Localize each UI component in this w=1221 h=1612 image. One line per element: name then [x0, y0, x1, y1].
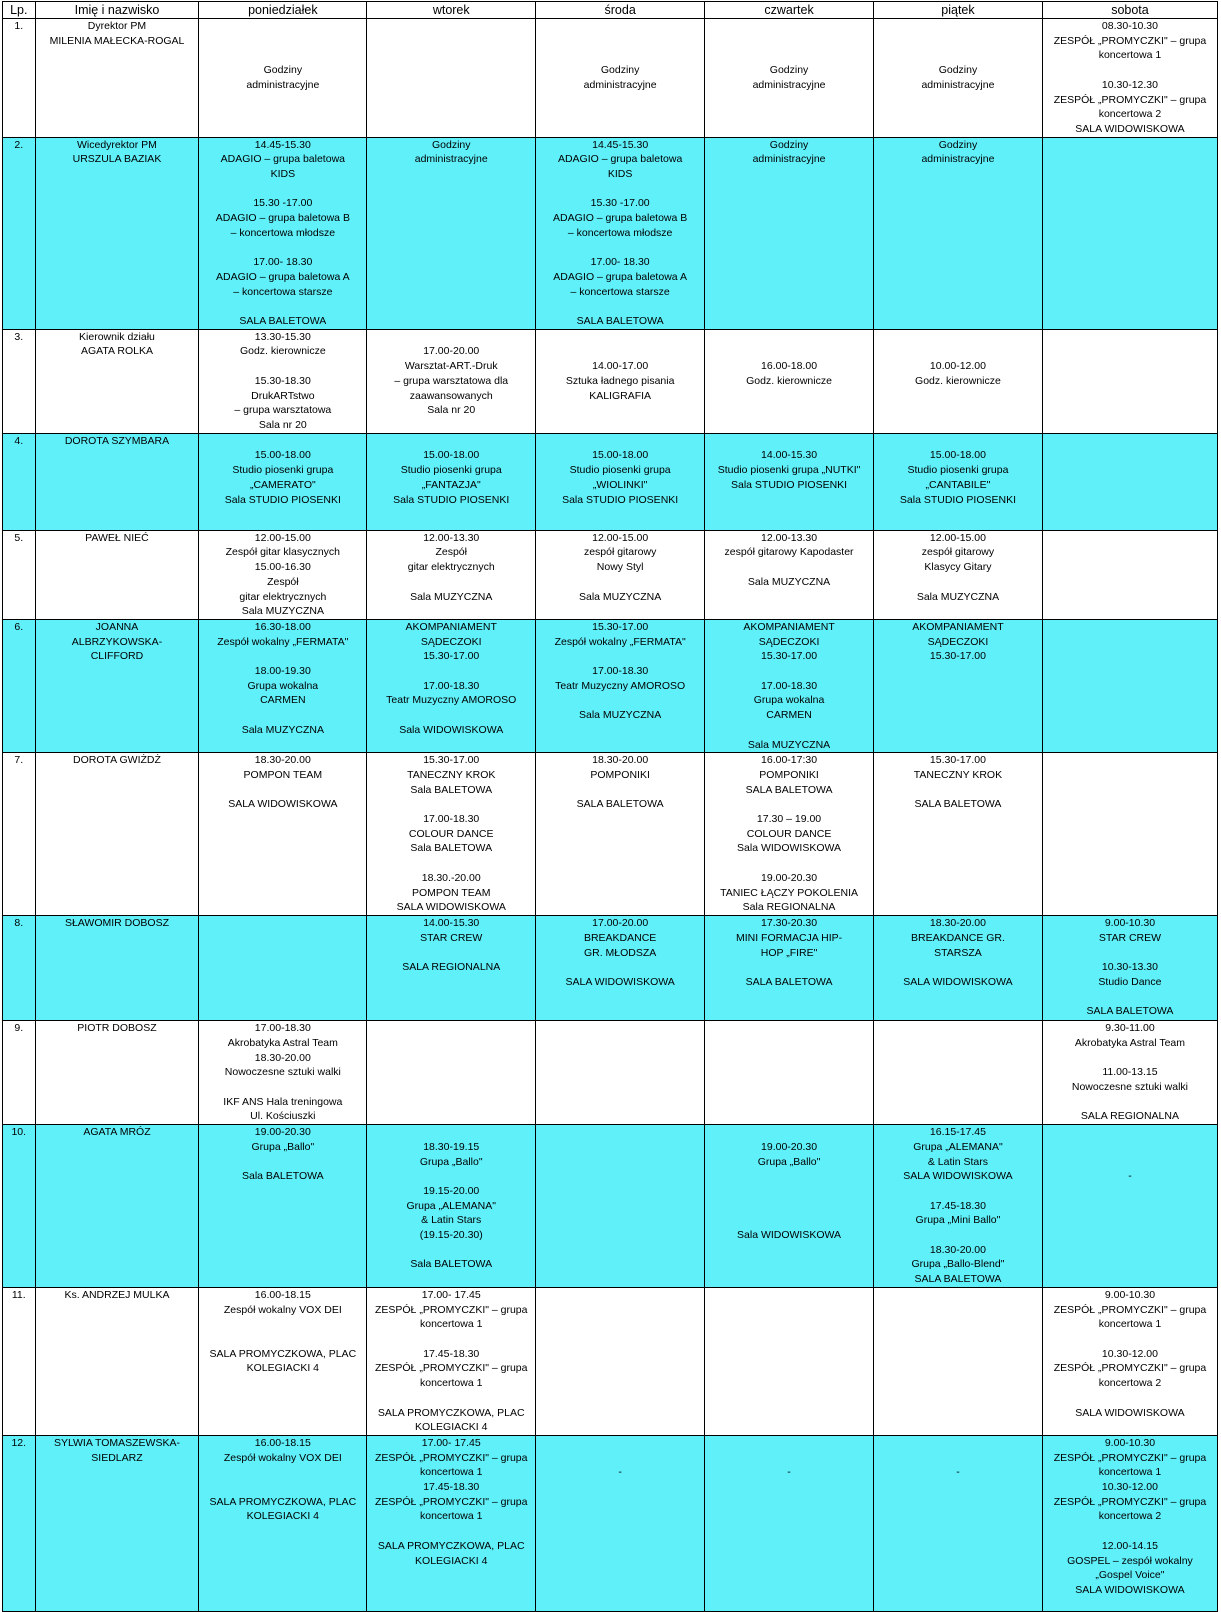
header-name: Imię i nazwisko: [35, 2, 199, 19]
cell-monday: 17.00-18.30 Akrobatyka Astral Team 18.30-20.00 Nowoczesne sztuki walki IKF ANS Hala treningowa Ul. Kościuszki: [199, 1021, 367, 1125]
cell-wednesday: [536, 1287, 705, 1435]
table-row: [3, 137, 1218, 329]
table-row: [3, 753, 1218, 916]
cell-monday: 14.45-15.30 ADAGIO – grupa baletowa KIDS 15.30 -17.00 ADAGIO – grupa baletowa B – koncertowa młodsze 17.00- 18.30 ADAGIO – grupa baletowa A – koncertowa starsze SALA BALETOWA: [199, 137, 367, 329]
cell-saturday: [1042, 137, 1217, 329]
cell-friday: 16.15-17.45 Grupa „ALEMANA" & Latin Stars SALA WIDOWISKOWA 17.45-18.30 Grupa „Mini Ballo" 18.30-20.00 Grupa „Ballo-Blend" SALA BALETOWA: [874, 1125, 1043, 1288]
cell-tuesday: 12.00-13.30 Zespół gitar elektrycznych Sala MUZYCZNA: [367, 530, 536, 619]
cell-friday: 15.30-17.00 TANECZNY KROK SALA BALETOWA: [874, 753, 1043, 916]
cell-wednesday: 12.00-15.00 zespół gitarowy Nowy Styl Sala MUZYCZNA: [536, 530, 705, 619]
person-name: Dyrektor PM MILENIA MAŁECKA-ROGAL: [35, 19, 199, 138]
person-name: SŁAWOMIR DOBOSZ: [35, 916, 199, 1021]
cell-thursday: 16.00-18.00 Godz. kierownicze: [705, 329, 874, 433]
cell-thursday: [705, 1287, 874, 1435]
cell-saturday: [1042, 753, 1217, 916]
person-name: AGATA MRÓZ: [35, 1125, 199, 1288]
cell-saturday: [1042, 619, 1217, 752]
cell-friday: 18.30-20.00 BREAKDANCE GR. STARSZA SALA WIDOWISKOWA: [874, 916, 1043, 1021]
row-number: 7.: [3, 753, 36, 916]
row-number: 5.: [3, 530, 36, 619]
cell-thursday: 14.00-15.30 Studio piosenki grupa „NUTKI" Sala STUDIO PIOSENKI: [705, 433, 874, 530]
cell-tuesday: 17.00-20.00 Warsztat-ART.-Druk – grupa warsztatowa dla zaawansowanych Sala nr 20: [367, 329, 536, 433]
cell-monday: Godziny administracyjne: [199, 19, 367, 138]
cell-thursday: -: [705, 1435, 874, 1611]
cell-monday: 16.00-18.15 Zespół wokalny VOX DEI SALA PROMYCZKOWA, PLAC KOLEGIACKI 4: [199, 1287, 367, 1435]
cell-thursday: 19.00-20.30 Grupa „Ballo" Sala WIDOWISKOWA: [705, 1125, 874, 1288]
table-row: [3, 433, 1218, 530]
cell-monday: 15.00-18.00 Studio piosenki grupa „CAMERATO" Sala STUDIO PIOSENKI: [199, 433, 367, 530]
table-row: [3, 19, 1218, 138]
cell-friday: 12.00-15.00 zespół gitarowy Klasycy Gitary Sala MUZYCZNA: [874, 530, 1043, 619]
cell-wednesday: 14.00-17.00 Sztuka ładnego pisania KALIGRAFIA: [536, 329, 705, 433]
cell-wednesday: 15.30-17.00 Zespół wokalny „FERMATA" 17.00-18.30 Teatr Muzyczny AMOROSO Sala MUZYCZNA: [536, 619, 705, 752]
cell-monday: 16.00-18.15 Zespół wokalny VOX DEI SALA PROMYCZKOWA, PLAC KOLEGIACKI 4: [199, 1435, 367, 1611]
cell-monday: 13.30-15.30 Godz. kierownicze 15.30-18.30 DrukARTstwo – grupa warsztatowa Sala nr 20: [199, 329, 367, 433]
person-name: PIOTR DOBOSZ: [35, 1021, 199, 1125]
cell-friday: [874, 1021, 1043, 1125]
cell-tuesday: [367, 19, 536, 138]
cell-tuesday: 17.00- 17.45 ZESPÓŁ „PROMYCZKI" – grupa koncertowa 1 17.45-18.30 ZESPÓŁ „PROMYCZKI" – grupa koncertowa 1 SALA PROMYCZKOWA, PLAC KOLEGIACKI 4: [367, 1287, 536, 1435]
person-name: Ks. ANDRZEJ MULKA: [35, 1287, 199, 1435]
cell-tuesday: [367, 1021, 536, 1125]
cell-friday: AKOMPANIAMENT SĄDECZOKI 15.30-17.00: [874, 619, 1043, 752]
cell-thursday: 16.00-17:30 POMPONIKI SALA BALETOWA 17.30 – 19.00 COLOUR DANCE Sala WIDOWISKOWA 19.00-20.30 TANIEC ŁĄCZY POKOLENIA Sala REGIONALNA: [705, 753, 874, 916]
cell-friday: 10.00-12.00 Godz. kierownicze: [874, 329, 1043, 433]
cell-saturday: 9.00-10.30 ZESPÓŁ „PROMYCZKI" – grupa koncertowa 1 10.30-12.00 ZESPÓŁ „PROMYCZKI" – grupa koncertowa 2 12.00-14.15 GOSPEL – zespół wokalny „Gospel Voice" SALA WIDOWISKOWA: [1042, 1435, 1217, 1611]
cell-saturday: 9.00-10.30 STAR CREW 10.30-13.30 Studio Dance SALA BALETOWA: [1042, 916, 1217, 1021]
schedule-table: [2, 1, 1218, 1612]
cell-wednesday: Godziny administracyjne: [536, 19, 705, 138]
cell-monday: 19.00-20.30 Grupa „Ballo" Sala BALETOWA: [199, 1125, 367, 1288]
cell-saturday: [1042, 329, 1217, 433]
person-name: Kierownik działu AGATA ROLKA: [35, 329, 199, 433]
cell-saturday: -: [1042, 1125, 1217, 1288]
cell-saturday: [1042, 433, 1217, 530]
cell-monday: [199, 916, 367, 1021]
cell-saturday: 08.30-10.30 ZESPÓŁ „PROMYCZKI" – grupa koncertowa 1 10.30-12.30 ZESPÓŁ „PROMYCZKI" – grupa koncertowa 2 SALA WIDOWISKOWA: [1042, 19, 1217, 138]
table-row: [3, 1021, 1218, 1125]
row-number: 10.: [3, 1125, 36, 1288]
person-name: DOROTA SZYMBARA: [35, 433, 199, 530]
person-name: SYLWIA TOMASZEWSKA- SIEDLARZ: [35, 1435, 199, 1611]
cell-saturday: [1042, 530, 1217, 619]
row-number: 2.: [3, 137, 36, 329]
person-name: JOANNA ALBRZYKOWSKA- CLIFFORD: [35, 619, 199, 752]
row-number: 11.: [3, 1287, 36, 1435]
cell-tuesday: 17.00- 17.45 ZESPÓŁ „PROMYCZKI" – grupa koncertowa 1 17.45-18.30 ZESPÓŁ „PROMYCZKI" – grupa koncertowa 1 SALA PROMYCZKOWA, PLAC KOLEGIACKI 4: [367, 1435, 536, 1611]
header-thursday: czwartek: [705, 2, 874, 19]
cell-wednesday: 18.30-20.00 POMPONIKI SALA BALETOWA: [536, 753, 705, 916]
header-monday: poniedziałek: [199, 2, 367, 19]
cell-friday: [874, 1287, 1043, 1435]
row-number: 4.: [3, 433, 36, 530]
table-row: [3, 530, 1218, 619]
cell-thursday: 17.30-20.30 MINI FORMACJA HIP- HOP „FIRE" SALA BALETOWA: [705, 916, 874, 1021]
row-number: 3.: [3, 329, 36, 433]
table-row: [3, 1287, 1218, 1435]
cell-monday: 16.30-18.00 Zespół wokalny „FERMATA" 18.00-19.30 Grupa wokalna CARMEN Sala MUZYCZNA: [199, 619, 367, 752]
row-number: 9.: [3, 1021, 36, 1125]
table-row: [3, 1435, 1218, 1611]
cell-saturday: 9.00-10.30 ZESPÓŁ „PROMYCZKI" – grupa koncertowa 1 10.30-12.00 ZESPÓŁ „PROMYCZKI" – grupa koncertowa 2 SALA WIDOWISKOWA: [1042, 1287, 1217, 1435]
cell-wednesday: 14.45-15.30 ADAGIO – grupa baletowa KIDS 15.30 -17.00 ADAGIO – grupa baletowa B – koncertowa młodsze 17.00- 18.30 ADAGIO – grupa baletowa A – koncertowa starsze SALA BALETOWA: [536, 137, 705, 329]
row-number: 6.: [3, 619, 36, 752]
header-tuesday: wtorek: [367, 2, 536, 19]
cell-wednesday: [536, 1021, 705, 1125]
cell-friday: Godziny administracyjne: [874, 19, 1043, 138]
cell-wednesday: -: [536, 1435, 705, 1611]
cell-monday: 12.00-15.00 Zespół gitar klasycznych 15.00-16.30 Zespół gitar elektrycznych Sala MUZYCZNA: [199, 530, 367, 619]
row-number: 8.: [3, 916, 36, 1021]
table-row: [3, 329, 1218, 433]
cell-thursday: 12.00-13.30 zespół gitarowy Kapodaster Sala MUZYCZNA: [705, 530, 874, 619]
table-row: [3, 619, 1218, 752]
cell-tuesday: 18.30-19.15 Grupa „Ballo" 19.15-20.00 Grupa „ALEMANA" & Latin Stars (19.15-20.30) Sala BALETOWA: [367, 1125, 536, 1288]
cell-tuesday: 15.00-18.00 Studio piosenki grupa „FANTAZJA" Sala STUDIO PIOSENKI: [367, 433, 536, 530]
cell-thursday: Godziny administracyjne: [705, 19, 874, 138]
cell-friday: -: [874, 1435, 1043, 1611]
cell-tuesday: 14.00-15.30 STAR CREW SALA REGIONALNA: [367, 916, 536, 1021]
header-saturday: sobota: [1042, 2, 1217, 19]
cell-monday: 18.30-20.00 POMPON TEAM SALA WIDOWISKOWA: [199, 753, 367, 916]
person-name: PAWEŁ NIEĆ: [35, 530, 199, 619]
table-row: [3, 1125, 1218, 1288]
row-number: 12.: [3, 1435, 36, 1611]
header-wednesday: środa: [536, 2, 705, 19]
cell-wednesday: 17.00-20.00 BREAKDANCE GR. MŁODSZA SALA WIDOWISKOWA: [536, 916, 705, 1021]
header-lp: Lp.: [3, 2, 36, 19]
cell-thursday: Godziny administracyjne: [705, 137, 874, 329]
header-friday: piątek: [874, 2, 1043, 19]
cell-wednesday: 15.00-18.00 Studio piosenki grupa „WIOLINKI" Sala STUDIO PIOSENKI: [536, 433, 705, 530]
cell-tuesday: AKOMPANIAMENT SĄDECZOKI 15.30-17.00 17.00-18.30 Teatr Muzyczny AMOROSO Sala WIDOWISKOWA: [367, 619, 536, 752]
cell-thursday: [705, 1021, 874, 1125]
header-row: [3, 2, 1218, 19]
cell-friday: Godziny administracyjne: [874, 137, 1043, 329]
cell-tuesday: Godziny administracyjne: [367, 137, 536, 329]
person-name: Wicedyrektor PM URSZULA BAZIAK: [35, 137, 199, 329]
row-number: 1.: [3, 19, 36, 138]
cell-saturday: 9.30-11.00 Akrobatyka Astral Team 11.00-13.15 Nowoczesne sztuki walki SALA REGIONALNA: [1042, 1021, 1217, 1125]
table-row: [3, 916, 1218, 1021]
cell-tuesday: 15.30-17.00 TANECZNY KROK Sala BALETOWA 17.00-18.30 COLOUR DANCE Sala BALETOWA 18.30.-20.00 POMPON TEAM SALA WIDOWISKOWA: [367, 753, 536, 916]
cell-thursday: AKOMPANIAMENT SĄDECZOKI 15.30-17.00 17.00-18.30 Grupa wokalna CARMEN Sala MUZYCZNA: [705, 619, 874, 752]
person-name: DOROTA GWIŻDŻ: [35, 753, 199, 916]
cell-friday: 15.00-18.00 Studio piosenki grupa „CANTABILE" Sala STUDIO PIOSENKI: [874, 433, 1043, 530]
cell-wednesday: [536, 1125, 705, 1288]
